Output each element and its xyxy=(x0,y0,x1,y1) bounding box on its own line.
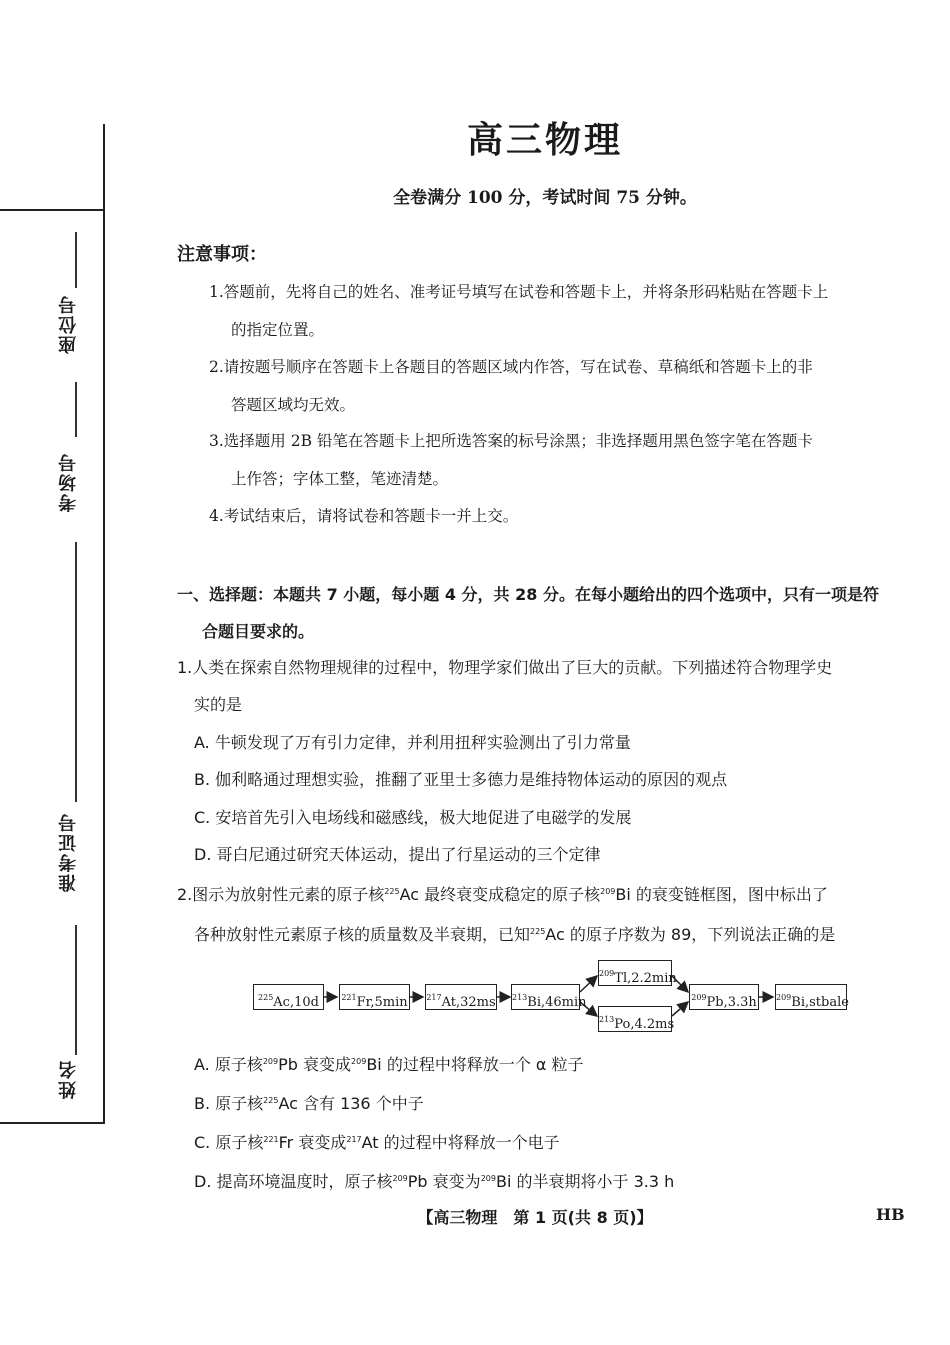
question-1-stem-cont: 实的是 xyxy=(194,695,243,714)
page-title: 高三物理 xyxy=(466,119,623,161)
exam-id-label: 准考证号 xyxy=(58,812,79,892)
exam-room-field xyxy=(56,382,96,542)
question-2-stem: 2.图示为放射性元素的原子核$^{225}$Ac 最终衰变成稳定的原子核$^{209}$Bi 的衰变链框图，图中标出了 xyxy=(177,885,828,904)
decay-node-bi209: $^{209}$Bi,stbale xyxy=(775,984,847,1010)
section-line: 合题目要求的。 xyxy=(202,622,315,641)
section-line: 一、选择题：本题共 7 小题，每小题 4 分，共 28 分。在每小题给出的四个选项中，只有一项是符 xyxy=(177,585,879,604)
binding-line xyxy=(103,209,105,1124)
q1-option-a: A. 牛顿发现了万有引力定律，并利用扭秤实验测出了引力常量 xyxy=(194,733,631,752)
q2-option-a: A. 原子核$^{209}$Pb 衰变成$^{209}$Bi 的过程中将释放一个 α 粒子 xyxy=(194,1055,584,1074)
exam-room-line xyxy=(75,382,77,437)
decay-node-tl209: $^{209}$Tl,2.2min xyxy=(598,960,672,986)
note-item xyxy=(209,497,909,535)
note-line: 上作答；字体工整，笔迹清楚。 xyxy=(231,470,449,488)
note-item xyxy=(209,422,909,498)
seat-number-field xyxy=(56,232,96,382)
note-item xyxy=(209,273,909,349)
decay-node-ac225: $^{225}$Ac,10d xyxy=(253,984,324,1010)
notes-heading: 注意事项： xyxy=(177,244,267,265)
question-2 xyxy=(177,873,907,953)
note-line: 4.考试结束后，请将试卷和答题卡一并上交。 xyxy=(209,507,519,525)
q1-option-d: D. 哥白尼通过研究天体运动，提出了行星运动的三个定律 xyxy=(194,845,601,864)
page-footer: 【高三物理 第 1 页(共 8 页)】 xyxy=(417,1208,653,1227)
section-heading xyxy=(177,576,907,650)
name-field xyxy=(56,925,96,1100)
exam-id-field xyxy=(56,542,96,922)
name-label: 姓名 xyxy=(58,1059,79,1099)
seat-number-line xyxy=(75,232,77,288)
decay-node-at217: $^{217}$At,32ms xyxy=(425,984,497,1010)
note-line: 1.答题前，先将自己的姓名、准考证号填写在试卷和答题卡上，并将条形码粘贴在答题卡上 xyxy=(209,283,829,301)
decay-node-bi213: $^{213}$Bi,46min xyxy=(511,984,580,1010)
q2-option-c: C. 原子核$^{221}$Fr 衰变成$^{217}$At 的过程中将释放一个电子 xyxy=(194,1133,560,1152)
decay-node-pb209: $^{209}$Pb,3.3h xyxy=(689,984,759,1010)
note-line: 2.请按题号顺序在答题卡上各题目的答题区域内作答，写在试卷、草稿纸和答题卡上的非 xyxy=(209,358,813,376)
q2-option-b: B. 原子核$^{225}$Ac 含有 136 个中子 xyxy=(194,1094,424,1113)
exam-info: 全卷满分 100 分，考试时间 75 分钟。 xyxy=(393,188,697,208)
note-line: 3.选择题用 2B 铅笔在答题卡上把所选答案的标号涂黑；非选择题用黑色签字笔在答题卡 xyxy=(209,432,813,450)
binding-divider-top xyxy=(0,209,104,211)
q2-option-d: D. 提高环境温度时，原子核$^{209}$Pb 衰变为$^{209}$Bi 的半衰期将小于 3.3 h xyxy=(194,1172,675,1191)
question-1 xyxy=(177,649,907,723)
name-line xyxy=(75,925,77,1055)
question-2-stem-cont: 各种放射性元素原子核的质量数及半衰期，已知$^{225}$Ac 的原子序数为 89，下列说法正确的是 xyxy=(194,925,836,944)
decay-node-po213: $^{213}$Po,4.2ms xyxy=(598,1006,672,1032)
decay-node-fr221: $^{221}$Fr,5min xyxy=(339,984,410,1010)
seat-number-label: 座位号 xyxy=(58,294,79,354)
question-1-stem: 1.人类在探索自然物理规律的过程中，物理学家们做出了巨大的贡献。下列描述符合物理学史 xyxy=(177,658,833,677)
q1-option-b: B. 伽利略通过理想实验，推翻了亚里士多德力是维持物体运动的原因的观点 xyxy=(194,770,728,789)
note-item xyxy=(209,348,909,424)
footer-code: HB xyxy=(876,1205,905,1224)
exam-id-line xyxy=(75,542,77,802)
q1-option-c: C. 安培首先引入电场线和磁感线，极大地促进了电磁学的发展 xyxy=(194,808,632,827)
note-line: 答题区域均无效。 xyxy=(231,396,356,414)
exam-room-label: 考场号 xyxy=(58,452,79,512)
note-line: 的指定位置。 xyxy=(231,321,325,339)
binding-divider-bottom xyxy=(0,1122,104,1124)
